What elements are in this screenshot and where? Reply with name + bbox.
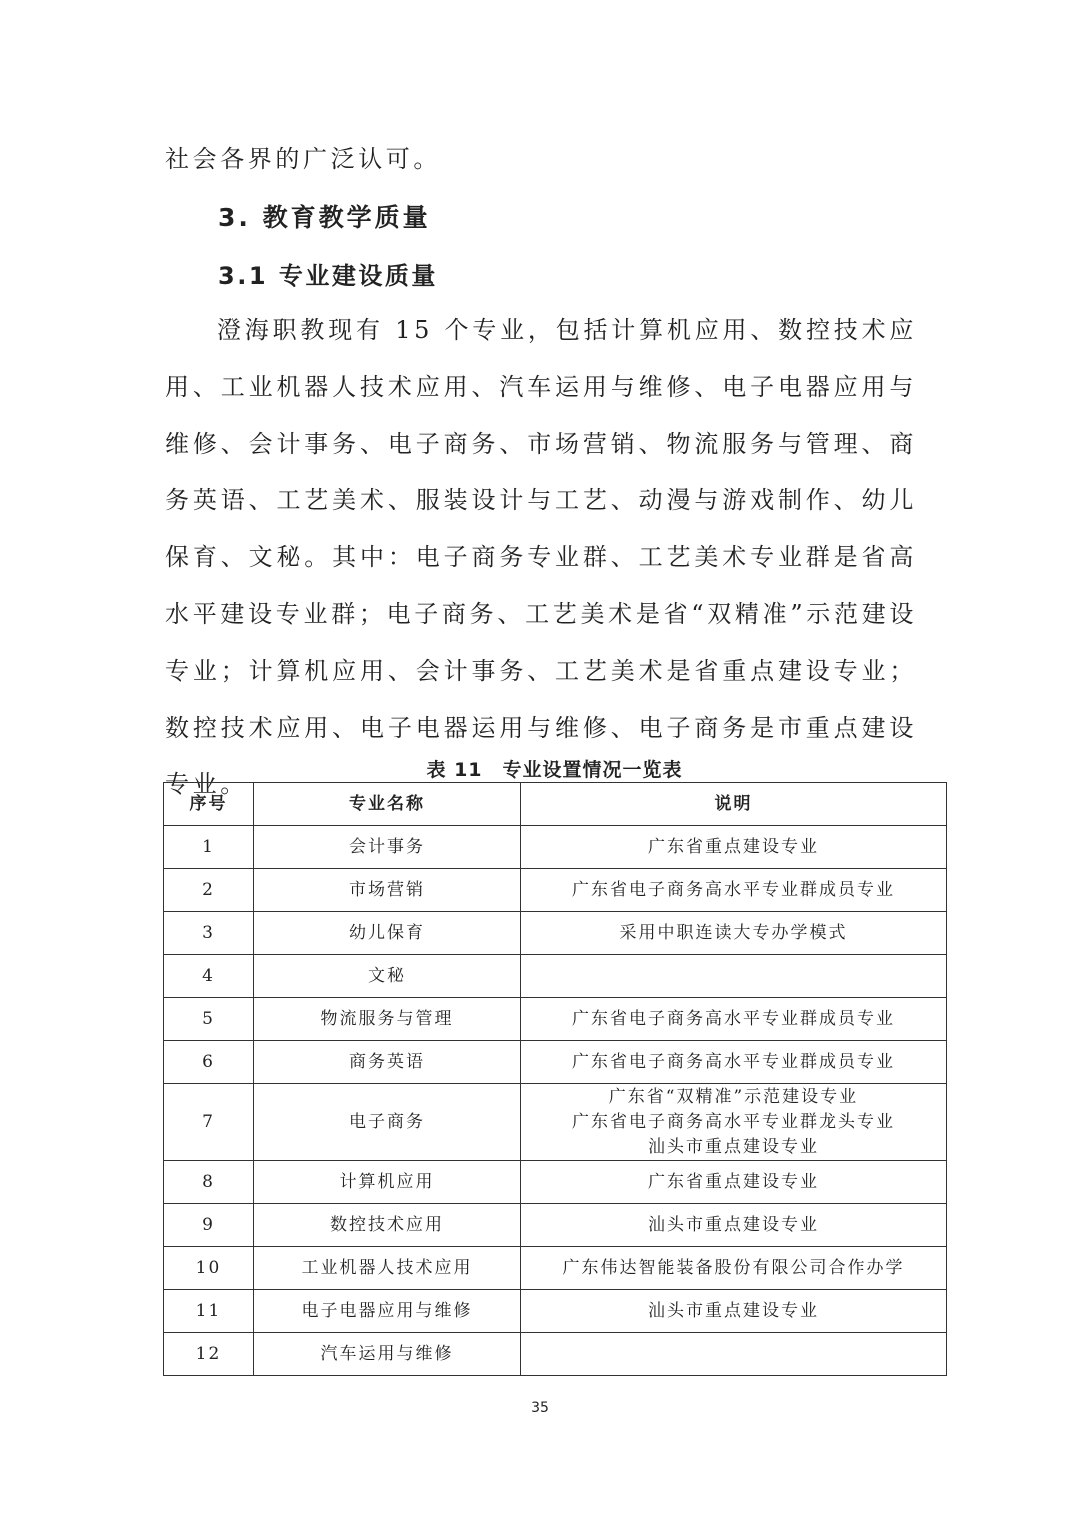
table-row <box>164 955 947 998</box>
row-description <box>521 869 947 912</box>
table-row <box>164 1041 947 1084</box>
row-major-name: 市场营销 <box>254 869 521 912</box>
description-line: 广东省重点建设专业 <box>648 836 819 857</box>
row-major-name: 幼儿保育 <box>254 912 521 955</box>
row-serial-number: 6 <box>164 1041 254 1084</box>
row-description <box>521 1084 947 1161</box>
row-description <box>521 1290 947 1333</box>
description-line: 广东省电子商务高水平专业群成员专业 <box>572 1051 895 1072</box>
row-major-name: 电子商务 <box>254 1084 521 1161</box>
row-description <box>521 826 947 869</box>
table-row <box>164 869 947 912</box>
description-line: 汕头市重点建设专业 <box>648 1214 819 1235</box>
header-description: 说明 <box>521 783 947 826</box>
row-serial-number: 5 <box>164 998 254 1041</box>
row-major-name: 工业机器人技术应用 <box>254 1247 521 1290</box>
subsection-heading: 3.1 专业建设质量 <box>218 262 438 290</box>
description-line: 广东省电子商务高水平专业群成员专业 <box>572 879 895 900</box>
table-header-row <box>164 783 947 826</box>
row-serial-number: 11 <box>164 1290 254 1333</box>
row-description <box>521 998 947 1041</box>
row-description <box>521 1161 947 1204</box>
description-line: 广东省电子商务高水平专业群龙头专业 <box>572 1111 895 1132</box>
row-major-name: 数控技术应用 <box>254 1204 521 1247</box>
row-serial-number: 2 <box>164 869 254 912</box>
table-row <box>164 998 947 1041</box>
row-serial-number: 9 <box>164 1204 254 1247</box>
header-major-name: 专业名称 <box>254 783 521 826</box>
table-body <box>164 826 947 1376</box>
description-line: 广东省重点建设专业 <box>648 1171 819 1192</box>
body-paragraph: 澄海职教现有 15 个专业，包括计算机应用、数控技术应用、工业机器人技术应用、汽车运用与维修、电子电器应用与维修、会计事务、电子商务、市场营销、物流服务与管理、商务英语、工艺美术、服装设计与工艺、动漫与游戏制作、幼儿保育、文秘。其中：电子商务专业群、工艺美术专业群是省高水平建设专业群；电子商务、工艺美术是省“双精准”示范建设专业；计算机应用、会计事务、工艺美术是省重点建设专业；数控技术应用、电子电器运用与维修、电子商务是市重点建设专业。 <box>165 316 917 799</box>
row-serial-number: 4 <box>164 955 254 998</box>
table-row <box>164 1084 947 1161</box>
row-description <box>521 955 947 998</box>
table-caption: 表 11 专业设置情况一览表 <box>426 759 683 781</box>
table-row <box>164 912 947 955</box>
section-heading: 3. 教育教学质量 <box>218 203 431 232</box>
row-major-name: 会计事务 <box>254 826 521 869</box>
row-serial-number: 7 <box>164 1084 254 1161</box>
table-row <box>164 1333 947 1376</box>
row-major-name: 电子电器应用与维修 <box>254 1290 521 1333</box>
row-serial-number: 12 <box>164 1333 254 1376</box>
row-major-name: 文秘 <box>254 955 521 998</box>
table-row <box>164 1290 947 1333</box>
table-row <box>164 1247 947 1290</box>
description-line: 广东省“双精准”示范建设专业 <box>608 1086 859 1107</box>
row-major-name: 计算机应用 <box>254 1161 521 1204</box>
row-serial-number: 1 <box>164 826 254 869</box>
row-description <box>521 912 947 955</box>
row-description <box>521 1247 947 1290</box>
paragraph-tail: 社会各界的广泛认可。 <box>165 145 441 173</box>
header-serial-number: 序号 <box>164 783 254 826</box>
table-row <box>164 1161 947 1204</box>
row-description <box>521 1333 947 1376</box>
row-serial-number: 8 <box>164 1161 254 1204</box>
row-description <box>521 1041 947 1084</box>
row-serial-number: 10 <box>164 1247 254 1290</box>
description-line: 广东省电子商务高水平专业群成员专业 <box>572 1008 895 1029</box>
row-description <box>521 1204 947 1247</box>
table-row <box>164 1204 947 1247</box>
description-line: 汕头市重点建设专业 <box>648 1136 819 1157</box>
description-line: 广东伟达智能装备股份有限公司合作办学 <box>562 1257 905 1278</box>
row-major-name: 汽车运用与维修 <box>254 1333 521 1376</box>
page-number: 35 <box>531 1400 549 1416</box>
row-major-name: 商务英语 <box>254 1041 521 1084</box>
major-settings-table <box>163 782 947 1376</box>
row-serial-number: 3 <box>164 912 254 955</box>
description-line: 汕头市重点建设专业 <box>648 1300 819 1321</box>
description-line: 采用中职连读大专办学模式 <box>619 922 848 943</box>
table-row <box>164 826 947 869</box>
row-major-name: 物流服务与管理 <box>254 998 521 1041</box>
